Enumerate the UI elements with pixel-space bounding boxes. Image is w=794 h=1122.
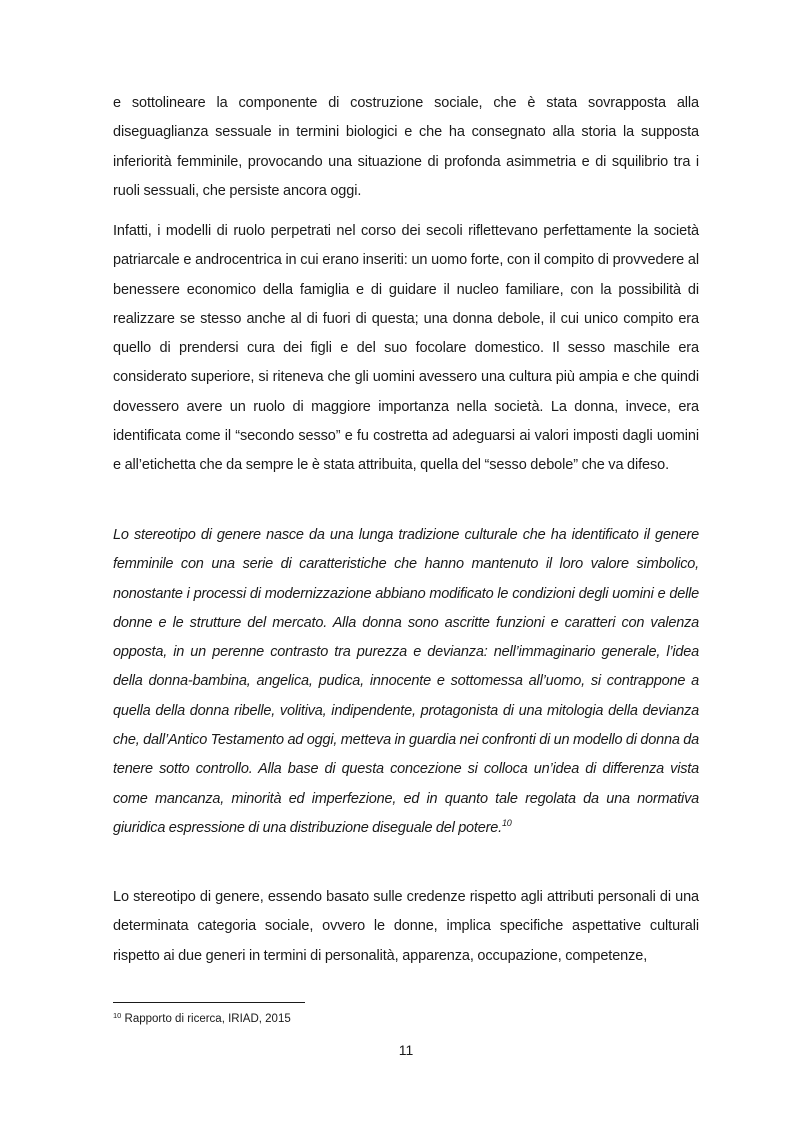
footnote-reference[interactable]: 10 [501,817,512,828]
footnote-number: 10 [113,1011,122,1020]
quoted-paragraph-text: Lo stereotipo di genere nasce da una lunga tradizione culturale che ha identificato il genere femminile con una serie di caratteristiche che hanno mantenuto il loro valore simbolico, nonostante i processi di modernizzazione abbiano modificato le condizioni degli uomini e delle donne e le strutture del mercato. Alla donna sono ascritte funzioni e caratteri con valenza opposta, in un perenne contrasto tra purezza e devianza: nell’immaginario generale, l’idea della donna-bambina, angelica, pudica, innocente e sottomessa all’uomo, si contrappone a quella della donna ribelle, volitiva, indipendente, protagonista di una mitologia della devianza che, dall’Antico Testamento ad oggi, metteva in guardia nei confronti di un modello di donna da tenere sotto controllo. Alla base di questa concezione si colloca un’idea di differenza vista come mancanza, minorità ed imperfezione, ed in quanto tale regolata da una normativa giuridica espressione di una distribuzione diseguale del potere. [113,527,699,836]
paragraph-2-text: Infatti, i modelli di ruolo perpetrati nel corso dei secoli riflettevano perfettamente la società patriarcale e androcentrica in cui erano inseriti: un uomo forte, con il compito di provvedere al benessere economico della famiglia e di guidare il nucleo familiare, con la possibilità di realizzare se stesso anche al di fuori di questa; una donna debole, il cui unico compito era quello di prendersi cura dei figli e del suo focolare domestico. Il sesso maschile era considerato superiore, si riteneva che gli uomini avessero una cultura più ampia e che quindi dovessero avere un ruolo di maggiore importanza nella società. La donna, invece, era identificata come il “secondo sesso” e fu costretta ad adeguarsi ai valori imposti dagli uomini e all’etichetta che da sempre le è stata attribuita, quella del “sesso debole” che va difeso. [113,223,699,474]
footnote-text: Rapporto di ricerca, IRIAD, 2015 [124,1013,291,1025]
document-page [113,0,699,1122]
paragraph-4-text: Lo stereotipo di genere, essendo basato sulle credenze rispetto agli attributi personali di una determinata categoria sociale, ovvero le donne, implica specifiche aspettative culturali rispetto ai due generi in termini di personalità, apparenza, occupazione, competenze, [113,889,699,964]
quoted-paragraph [113,521,699,843]
body-paragraph-1 [113,89,699,206]
paragraph-1-text: e sottolineare la componente di costruzione sociale, che è stata sovrapposta alla diseguaglianza sessuale in termini biologici e che ha consegnato alla storia la supposta inferiorità femminile, provocando una situazione di profonda asimmetria e di squilibrio tra i ruoli sessuali, che persiste ancora oggi. [113,95,699,199]
body-paragraph-4 [113,883,699,971]
body-paragraph-2 [113,217,699,481]
footnote-separator [113,1002,305,1003]
page-number: 11 [398,1042,414,1058]
footnote [113,1011,291,1027]
